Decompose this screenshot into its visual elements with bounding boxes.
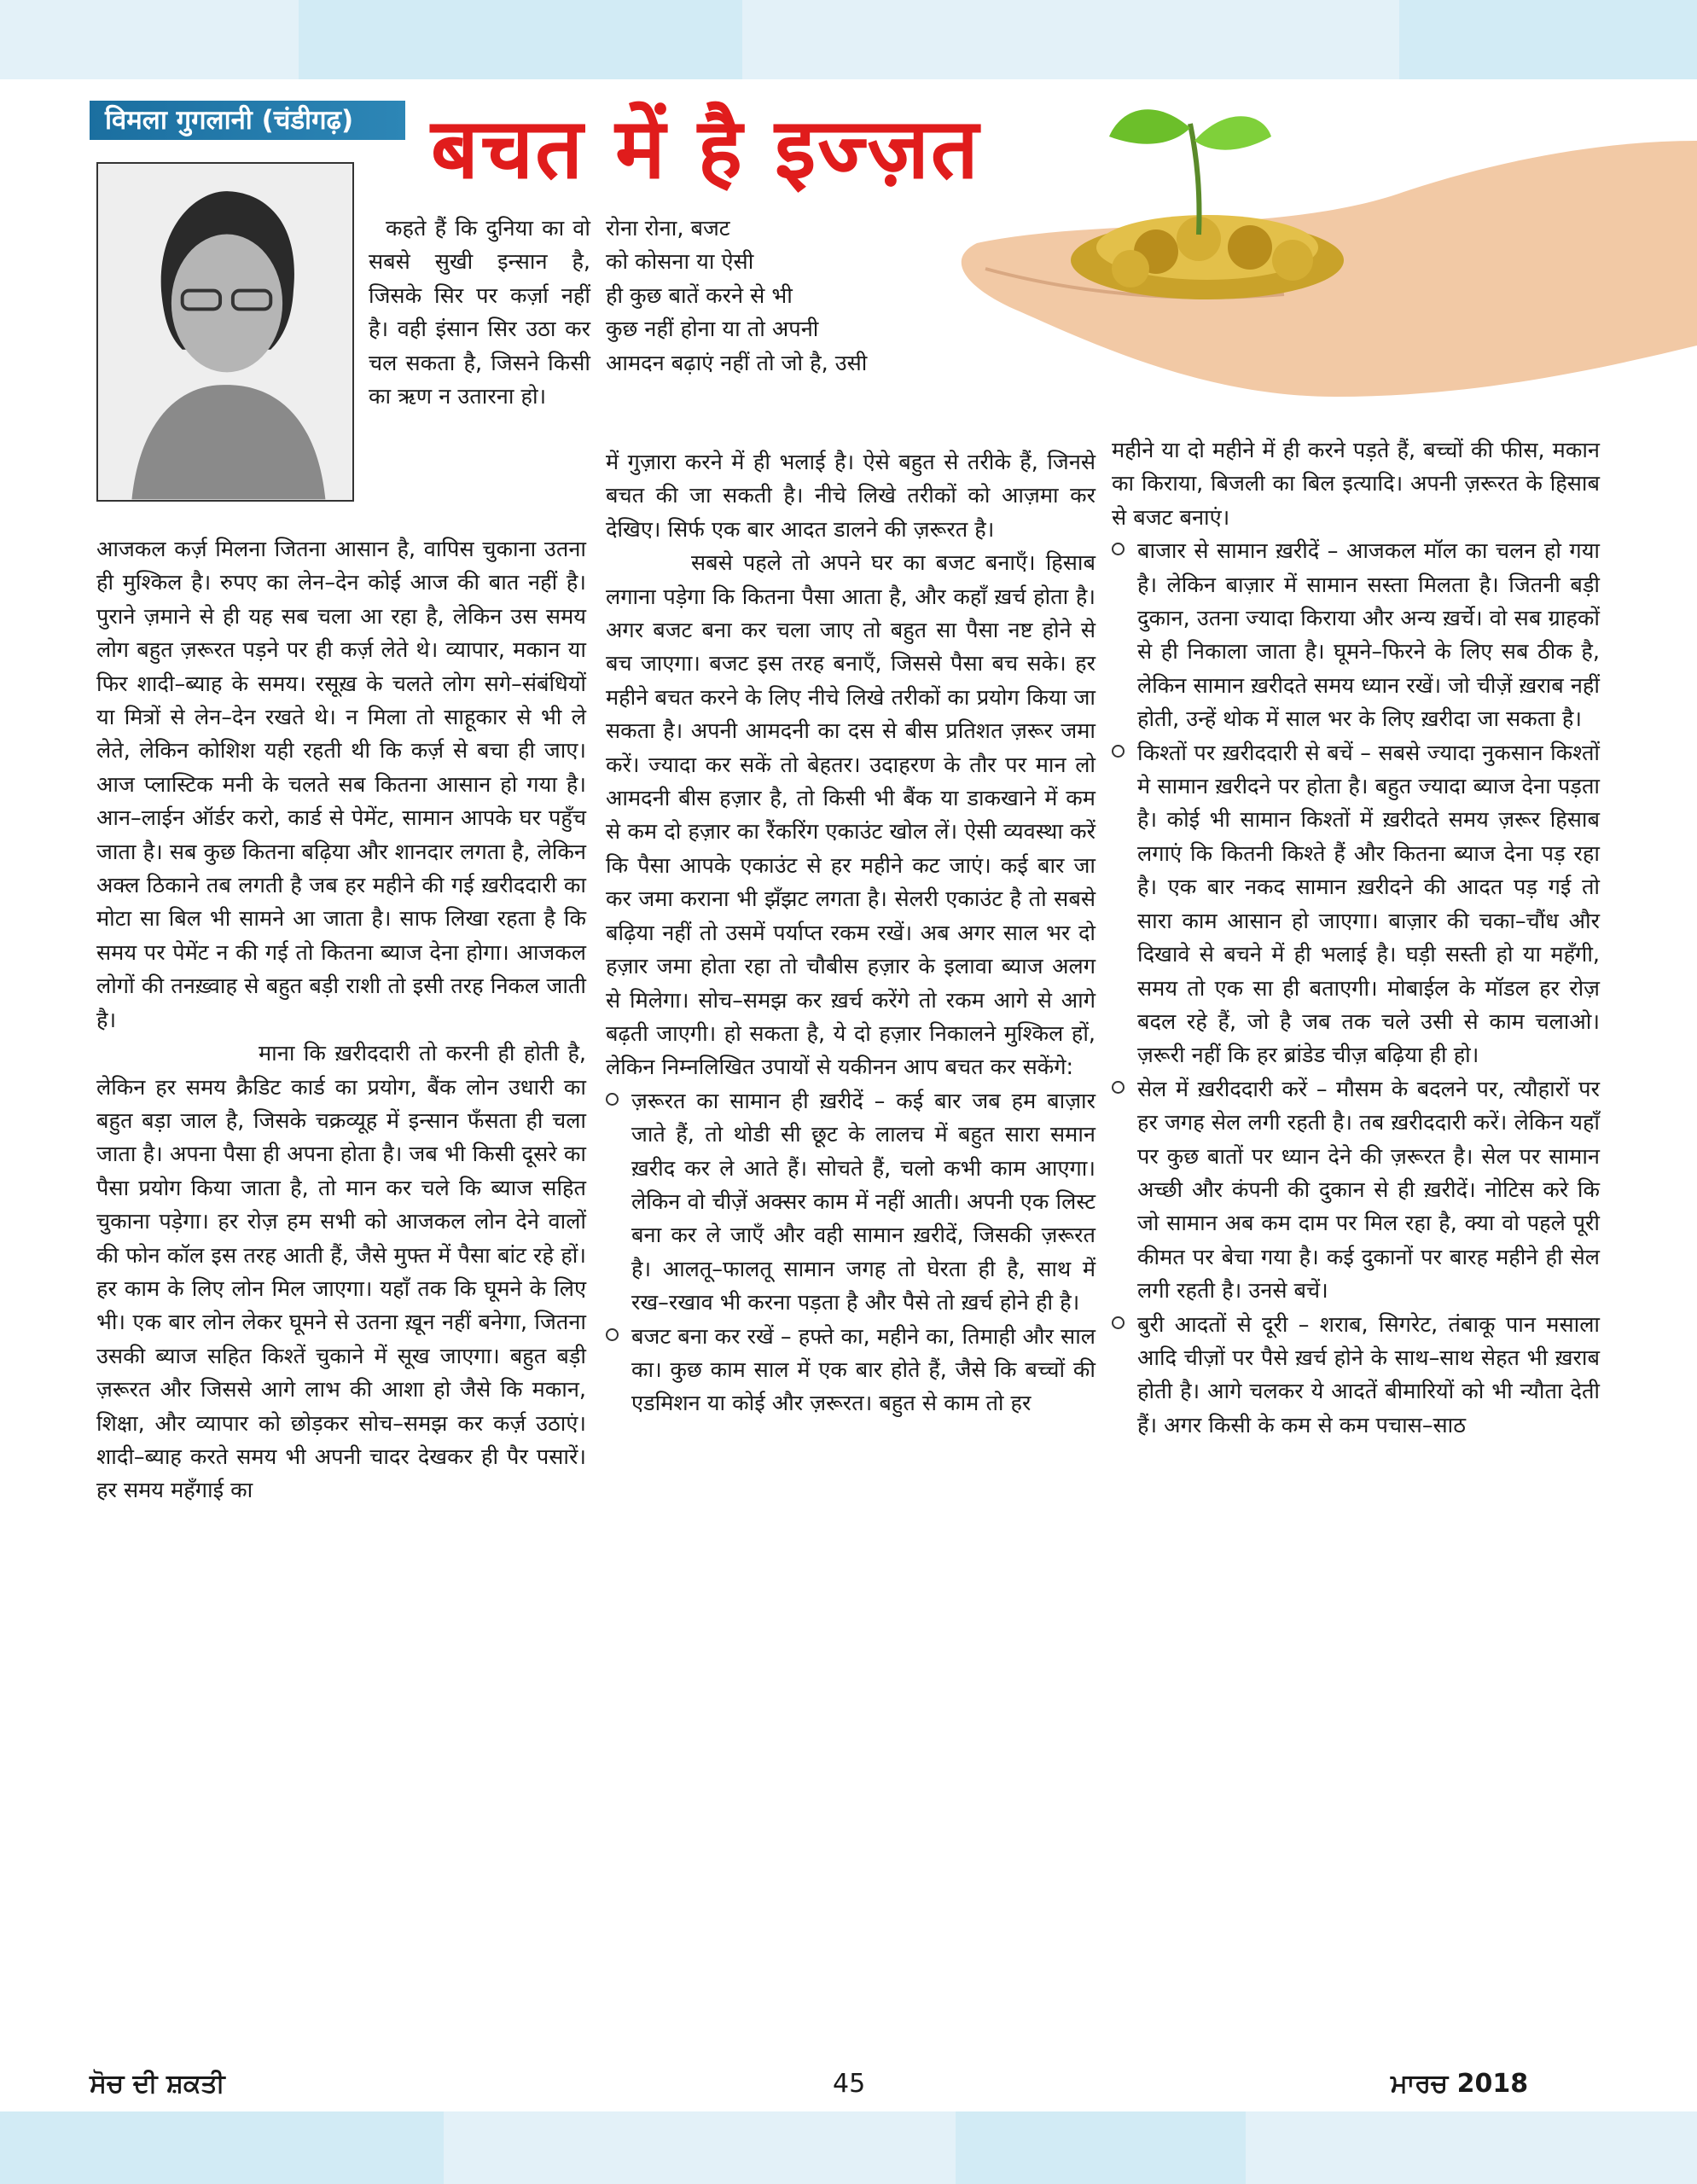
column-3 — [1112, 433, 1600, 1442]
paragraph: सबसे पहले तो अपने घर का बजट बनाएँ। हिसाब लगाना पड़ेगा कि कितना पैसा आता है, और कहाँ ख़र्च होता है। अगर बजट बना कर चला जाए तो बहुत सा पैसा नष्ट होने से बच जाएगा। बजट इस तरह बनाएँ, जिससे पैसा बच सके। हर महीने बचत करने के लिए नीचे लिखे तरीकों का प्रयोग किया जा सकता है। अपनी आमदनी का दस से बीस प्रतिशत ज़रूर जमा करें। ज्यादा कर सकें तो बेहतर। उदाहरण के तौर पर मान लो आमदनी बीस हज़ार है, तो किसी भी बैंक या डाकखाने में कम से कम दो हज़ार का रैंकरिंग एकाउंट खोल लें। ऐसी व्यवस्था करें कि पैसा आपके एकाउंट से हर महीने कट जाएं। कई बार जा कर जमा कराना भी झँझट लगता है। सेलरी एकाउंट है तो सबसे बढ़िया नहीं तो उसमें पर्याप्त रकम रखें। अब अगर साल भर दो हज़ार जमा होता रहा तो चौबीस हज़ार के इलावा ब्याज अलग से मिलेगा। सोच–समझ कर ख़र्च करेंगे तो रकम आगे से आगे बढ़ती जाएगी। हो सकता है, ये दो हज़ार निकालने मुश्किल हों, लेकिन निम्नलिखित उपायों से यकीनन आप बचत कर सकेंगे: — [606, 549, 1095, 1080]
magazine-name: ਸੋਚ ਦੀ ਸ਼ਕਤੀ — [90, 2069, 225, 2099]
column-1-intro — [369, 212, 590, 413]
list-item — [1112, 736, 1600, 1072]
list-item-text: बुरी आदतों से दूरी – शराब, सिगरेट, तंबाकू पान मसाला आदि चीज़ों पर पैसे ख़र्च होने के साथ–साथ सेहत भी ख़राब होती है। आगे चलकर ये आदतें बीमारियों को भी न्यौता देती हैं। अगर किसी के कम से कम पचास–साठ — [1137, 1310, 1600, 1438]
paragraph: महीने या दो महीने में ही करने पड़ते हैं, बच्चों की फीस, मकान का किराया, बिजली का बिल इत्यादि। अपनी ज़रूरत के हिसाब से बजट बनाएं। — [1112, 437, 1600, 530]
bullet-icon — [606, 1328, 619, 1341]
intro-paragraph: कहते हैं कि दुनिया का वो सबसे सुखी इन्सान है, जिसके सिर पर कर्ज़ा नहीं है। वही इंसान सिर उठा कर चल सकता है, जिसने किसी का ऋण न उतारना हो। — [369, 215, 590, 410]
paragraph: में गुज़ारा करने में ही भलाई है। ऐसे बहुत से तरीके हैं, जिनसे बचत की जा सकती है। नीचे लिखे तरीकों को आज़मा कर देखिए। सिर्फ एक बार आदत डालने की ज़रूरत है। — [606, 449, 1095, 542]
paragraph: माना कि ख़रीददारी तो करनी ही होती है, लेकिन हर समय क्रैडिट कार्ड का प्रयोग, बैंक लोन उधारी का बहुत बड़ा जाल है, जिसके चक्रव्यूह में इन्सान फँसता ही चला जाता है। अपना पैसा ही अपना होता है। जब भी किसी दूसरे का पैसा प्रयोग किया जाता है, तो मान कर चले कि ब्याज सहित चुकाना पड़ेगा। हर रोज़ हम सभी को आजकल लोन देने वालों की फोन कॉल इस तरह आती हैं, जैसे मुफ्त में पैसा बांट रहे हों। हर काम के लिए लोन मिल जाएगा। यहाँ तक कि घूमने के लिए भी। एक बार लोन लेकर घूमने से उतना ख़ून नहीं बनेगा, जितना उसकी ब्याज सहित किश्तें चुकाने में सूख जाएगा। बहुत बड़ी ज़रूरत और जिससे आगे लाभ की आशा हो जैसे कि मकान, शिक्षा, और व्यापार को छोड़कर सोच–समझ कर कर्ज़ उठाएं। शादी–ब्याह करते समय भी अपनी चादर देखकर ही पैर पसारें। हर समय महँगाई का — [96, 1040, 586, 1503]
top-band-block — [299, 0, 742, 79]
bottom-band-block — [956, 2111, 1246, 2184]
bullet-icon — [1112, 745, 1125, 758]
page-number: 45 — [833, 2069, 866, 2099]
column-2-top — [606, 212, 1084, 380]
list-item — [606, 1084, 1095, 1320]
bullet-icon — [1112, 543, 1125, 555]
bullet-icon — [606, 1093, 619, 1106]
list-item-text: सेल में ख़रीददारी करें – मौसम के बदलने पर, त्यौहारों पर हर जगह सेल लगी रहती है। तब ख़रीददारी करें। लेकिन यहाँ पर कुछ बातों पर ध्यान देने की ज़रूरत है। सेल पर सामान अच्छी और कंपनी की दुकान से ही ख़रीदें। नोटिस करे कि जो सामान अब कम दाम पर मिल रहा है, क्या वो पहले पूरी कीमत पर बेचा गया है। कई दुकानों पर बारह महीने ही सेल लगी रहती है। उनसे बचें। — [1137, 1075, 1600, 1304]
column-1 — [96, 532, 586, 1507]
list-item-text: किश्तों पर ख़रीददारी से बचें – सबसे ज्यादा नुकसान किश्तों मे सामान ख़रीदने पर होता है। बहुत ज्यादा ब्याज देना पड़ता है। कोई भी सामान किश्तों में ख़रीदते समय ज़रूर हिसाब लगाएं कि कितनी किश्ते हैं और कितना ब्याज देना पड़ रहा है। एक बार नकद सामान ख़रीदने की आदत पड़ गई तो सारा काम आसान हो जाएगा। बाज़ार की चका–चौंध और दिखावे से बचने में ही भलाई है। घड़ी सस्ती हो या महँगी, समय तो एक सा ही बताएगी। मोबाईल के मॉडल हर रोज़ बदल रहे हैं, जो है जब तक चले उसी से काम चलाओ। ज़रूरी नहीं कि हर ब्रांडेड चीज़ बढ़िया ही हो। — [1137, 739, 1600, 1068]
bottom-band-block — [0, 2111, 444, 2184]
bullet-icon — [1112, 1081, 1125, 1094]
list-item — [606, 1320, 1095, 1420]
column-2 — [606, 445, 1095, 1420]
list-item — [1112, 1072, 1600, 1308]
paragraph-lead-in: रोना रोना, बजट को कोसना या ऐसी ही कुछ बातें करने से भी कुछ नहीं होना या तो अपनी आमदन बढ़ाएं नहीं तो जो है, उसी — [606, 215, 868, 375]
author-byline: विमला गुगलानी (चंडीगढ़) — [90, 101, 405, 140]
article-title: बचत में है इज्ज़त — [431, 100, 980, 198]
bullet-icon — [1112, 1316, 1125, 1329]
paragraph: आजकल कर्ज़ मिलना जितना आसान है, वापिस चुकाना उतना ही मुश्किल है। रुपए का लेन–देन कोई आज की बात नहीं है। पुराने ज़माने से ही यह सब चला आ रहा है, लेकिन उस समय लोग बहुत ज़रूरत पड़ने पर ही कर्ज़ लेते थे। व्यापार, मकान या फिर शादी–ब्याह के समय। रसूख़ के चलते लोग सगे–संबंधियों या मित्रों से लेन–देन रखते थे। न मिला तो साहूकार से भी ले लेते, लेकिन कोशिश यही रहती थी कि कर्ज़ से बचा ही जाए। आज प्लास्टिक मनी के चलते सब कितना आसान हो गया है। आन–लाईन ऑर्डर करो, कार्ड से पेमेंट, सामान आपके घर पहुँच जाता है। सब कुछ कितना बढ़िया और शानदार लगता है, लेकिन अक्ल ठिकाने तब लगती है जब हर महीने की गई ख़रीददारी का मोटा सा बिल भी सामने आ जाता है। साफ लिखा रहता है कि समय पर पेमेंट न की गई तो कितना ब्याज देना होगा। आजकल लोगों की तनख़्वाह से बहुत बड़ी राशी तो इसी तरह निकल जाती है। — [96, 536, 586, 1032]
issue-date: ਮਾਰਚ 2018 — [1391, 2069, 1529, 2099]
bottom-band — [0, 2111, 1697, 2184]
list-item — [1112, 534, 1600, 735]
top-band-block — [1399, 0, 1697, 79]
list-item-text: बजट बना कर रखें – हफ्ते का, महीने का, तिमाही और साल का। कुछ काम साल में एक बार होते हैं, जैसे कि बच्चों की एडमिशन या कोई और ज़रूरत। बहुत से काम तो हर — [631, 1322, 1095, 1416]
top-band — [0, 0, 1697, 79]
list-item — [1112, 1308, 1600, 1443]
list-item-text: बाजार से सामान ख़रीदें – आजकल मॉल का चलन हो गया है। लेकिन बाज़ार में सामान सस्ता मिलता है। जितनी बड़ी दुकान, उतना ज्यादा किराया और अन्य ख़र्चे। वो सब ग्राहकों से ही निकाला जाता है। घूमने–फिरने के लिए सब ठीक है, लेकिन सामान ख़रीदते समय ध्यान रखें। जो चीज़ें ख़राब नहीं होती, उन्हें थोक में साल भर के लिए ख़रीदा जा सकता है। — [1137, 537, 1600, 732]
author-photo — [96, 162, 354, 502]
list-item-text: ज़रूरत का सामान ही ख़रीदें – कई बार जब हम बाज़ार जाते हैं, तो थोडी सी छूट के लालच में बहुत सारा समान ख़रीद कर ले आते हैं। सोचते हैं, चलो कभी काम आएगा। लेकिन वो चीज़ें अक्सर काम में नहीं आती। अपनी एक लिस्ट बना कर ले जाएँ और वही सामान ख़रीदें, जिसकी ज़रूरत है। आलतू–फालतू सामान जगह तो घेरता ही है, साथ में रख–रखाव भी करना पड़ता है और पैसे तो ख़र्च होने ही है। — [631, 1087, 1095, 1316]
